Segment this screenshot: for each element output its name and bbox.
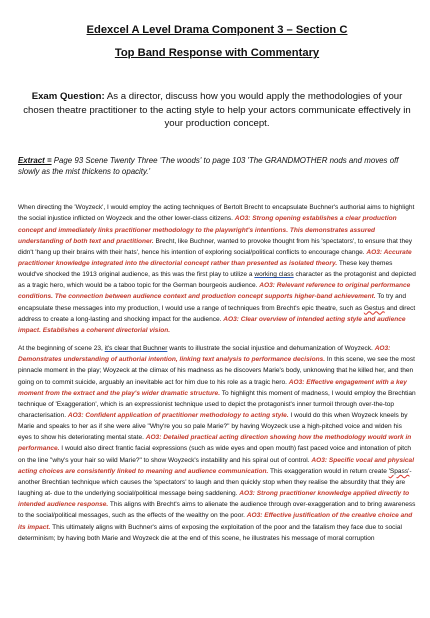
marked-phrase: working class [254, 271, 294, 279]
ao3-comment: AO3: Confident application of practitioner methodology to acting style. [67, 412, 289, 419]
ao3-comment: AO3: Detailed practical acting direction showing how the methodology would work in performance. [18, 434, 412, 453]
document-subtitle: Top Band Response with Commentary [114, 47, 320, 59]
ao3-comment: AO3: Specific vocal and physical acting choices are consistently linked to meaning and audience communication. [18, 456, 415, 475]
response-text: Brecht, like Buchner, wanted to provoke thought from his 'spectators', to ensure that they didn't 'hang up their brains with their hats', hence his intention of exploring social/political conflicts to encourage change. [18, 237, 413, 256]
response-text: This exaggeration would in return create [268, 467, 389, 475]
exam-question-text: As a director, discuss how you would apply the methodologies of your chosen theatre practitioner to the acting style to help your actors communicate effectively in your production concept. [23, 91, 411, 130]
ao3-comment: AO3: Effective engagement with a key moment from the extract and the play's wider dramatic structure. [18, 378, 407, 397]
marked-phrase: it's clear that Buchner [104, 345, 168, 353]
exam-question [22, 90, 412, 131]
spelling-flag: 'Spass' [388, 467, 410, 475]
response-text: To try and encapsulate these messages into my production, I would use a range of techniques from Brecht's epic theatre, such as [18, 293, 407, 312]
ao3-comment: AO3: Demonstrates understanding of authorial intention, linking text analysis to performance decisions. [18, 345, 391, 364]
extract-reference [18, 155, 416, 177]
response-text: and direct address to create a long-lasting and shocking impact for the audience. [18, 304, 416, 323]
exam-question-label: Exam Question: [31, 91, 105, 102]
response-paragraph-1 [18, 202, 416, 336]
ao3-comment: AO3: Accurate practitioner knowledge integrated into the directorial concept rather than presented as isolated theory. [18, 248, 412, 267]
response-text: This aligns with Brecht's aims to alienate the audience through over-exaggeration and to bring awareness to the social/political messages, such as the effects of the wealthy on the poor. [18, 501, 416, 520]
response-text: wants to illustrate the social injustice and dehumanization of Woyzeck. [167, 345, 375, 353]
response-text: character as the protagonist and depicted as a tragic hero, which would be a taboo topic for the German bourgeois audience. [18, 271, 416, 290]
document-title: Edexcel A Level Drama Component 3 – Section C [86, 24, 348, 36]
ao3-comment: AO3: Relevant reference to original performance conditions. The connection between audience context and production concept supports higher-band achievement. [18, 282, 411, 301]
response-text: This ultimately aligns with Buchner's aims of exposing the exploitation of the poor and the fatalism they face due to social determinism; by having both Marie and Woyzeck die at the end of this scene, he illustrates his message of moral corruption [18, 523, 402, 542]
extract-label: Extract = [18, 155, 52, 165]
response-paragraph-2 [18, 343, 416, 544]
response-text: At the beginning of scene 23, [18, 345, 105, 353]
ao3-comment: AO3: Strong opening establishes a clear production concept and immediately links practitioner methodology to the playwright's intentions. This demonstrates assured understanding of both text and practitioner. [18, 215, 397, 245]
ao3-comment: AO3: Effective justification of the creative choice and its impact. [18, 512, 413, 531]
ao3-comment: AO3: Strong practitioner knowledge applied directly to intended audience response. [18, 490, 410, 509]
response-text: - another Brechtian technique which causes the 'spectators' to laugh and then quickly stop when they realise the absurdity that they are laughing at- due to the underlying social/political message being saddening. [18, 467, 412, 498]
response-text: To highlight this moment of madness, I would employ the Brechtian technique of 'Exaggeration', which is an expressionist technique used to depict the protagonist's inner turmoil through over-the-top characterisation. [18, 389, 416, 419]
response-text: When directing the 'Woyzeck', I would employ the acting techniques of Bertolt Brecht to encapsulate Buchner's authorial aims to highlight the social injustice inflicted on Woyzeck and the other lower-class citizens. [18, 204, 415, 223]
ao3-comment: AO3: Clear overview of intended acting style and audience impact. Establishes a coherent directorial vision. [18, 315, 406, 334]
spelling-flag: Gestus [363, 304, 385, 312]
response-text: I would also direct frantic facial expressions (such as wide eyes and open mouth) fast paced voice and intonation of pitch on the line "why's your hair so wild Marie?" to show Woyzeck's instability and his spiral out of control. [18, 445, 412, 464]
response-text: These key themes would've shocked the 1913 original audience, as this was the first play to utilize a [18, 259, 393, 279]
extract-text: Page 93 Scene Twenty Three 'The woods' to page 103 'The GRANDMOTHER nods and moves off slowly as the mist thickens to opacity.' [18, 155, 399, 176]
response-text: I would do this when Woyzeck kneels by Marie and speaks to her as if she were alive "Why're you so pale Marie?" by having Woyzeck use a high-pitched voice and widen his eyes to show his deteriorating mental state. [18, 412, 408, 442]
response-text: In this scene, we see the most pinnacle moment in the play; Woyzeck at the climax of his madness as he discovers Marie's body, unknowing that he killed her, and then going on to commit suicide, arguably an inevitable act for him due to his role as a tragic hero. [18, 356, 415, 386]
